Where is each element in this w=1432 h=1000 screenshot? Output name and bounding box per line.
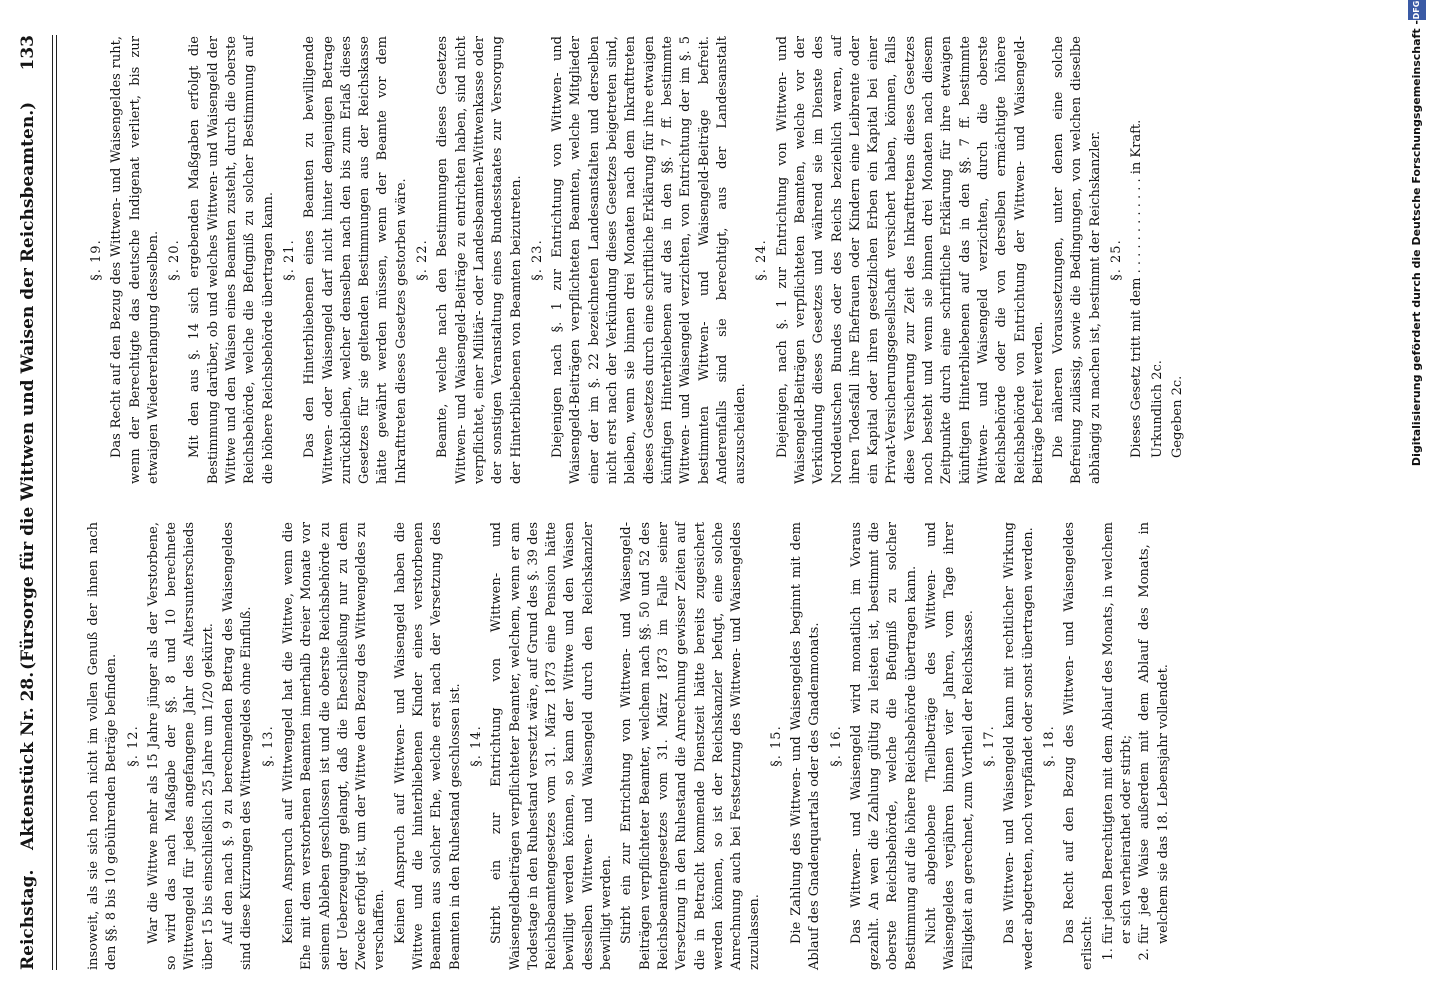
paragraph: Das Wittwen- und Waisengeld kann mit rechtlicher Wirkung weder abgetreten, noch verpfändet oder sonst übertragen werden. [1002,522,1036,970]
section-heading: §. 21. [281,239,297,281]
section-heading: §. 22. [415,239,431,281]
section-heading: §. 15. [768,725,784,767]
paragraph: Die näheren Voraussetzungen, unter denen eine solche Befreiung zulässig, sowie die Bedingungen, von welchen dieselbe abhängig zu machen ist, bestimmt der Reichskanzler. [1051,36,1103,484]
numbered-list [1100,522,1173,970]
paragraph: Keinen Anspruch auf Wittwengeld hat die Wittwe, wenn die Ehe mit dem verstorbenen Beamten innerhalb dreier Monate vor seinem Ableben geschlossen ist und die oberste Reichsbehörde zu der Ueberzeugung gelangt, daß die Eheschließung nur zu dem Zwecke erfolgt ist, um der Wittwe den Bezug des Wittwengeldes zu verschaffen. [280,522,388,970]
paragraph: Diejenigen nach §. 1 zur Entrichtung von Wittwen- und Waisengeld-Beiträgen verpflichteten Beamten, welche Mitglieder einer der im §. 22 bezeichneten Landesanstalten und derselben nicht erst nach der Verkündung dieses Gesetzes beigetreten sind, bleiben, wenn sie binnen drei Monaten nach dem Inkrafttreten dieses Gesetzes durch eine schriftliche Erklärung für ihre etwaigen künftigen Hinterbliebenen auf das in den §§. 7 ff. bestimmte Wittwen- und Waisengeld verzichten, von Entrichtung der im §. 5 bestimmten Wittwen- und Waisengeld-Beiträge befreit. Anderenfalls sind sie berechtigt, aus der Landesanstalt auszuscheiden. [550,36,749,484]
paragraph: Mit den aus §. 14 sich ergebenden Maßgaben erfolgt die Bestimmung darüber, ob und welches Wittwen- und Waisengeld der Wittwe und den Waisen eines Beamten zusteht, durch die oberste Reichsbehörde, welche die Befugniß zu solcher Bestimmung auf die höhere Reichsbehörde übertragen kann. [187,36,276,484]
header-rule [52,35,53,970]
paragraph: Die Zahlung des Wittwen- und Waisengeldes beginnt mit dem Ablauf des Gnadenquartals oder des Gnadenmonats. [788,522,823,970]
section-heading: §. 17. [981,725,997,767]
section-heading: §. 19. [89,239,104,281]
paragraph: Auf den nach §. 9 zu berechnenden Betrag des Waisengeldes sind diese Kürzungen des Wittwengeldes ohne Einfluß. [221,522,255,970]
header-document-number: Aktenstück Nr. 28. [18,671,38,850]
list-item: 2. für jede Waise außerdem mit dem Ablauf des Monats, in welchem sie das 18. Lebensjahr vollendet. [1136,522,1173,944]
running-header [14,35,54,970]
paragraph: Das den Hinterbliebenen eines Beamten zu bewilligende Wittwen- oder Waisengeld darf nicht hinter demjenigen Betrage zurückbleiben, welcher denselben nach den bis zum Erlaß dieses Gesetzes für sie geltenden Bestimmungen aus der Reichskasse hätte gewährt werden müssen, wenn der Beamte vor dem Inkrafttreten dieses Gesetzes gestorben wäre. [302,36,409,484]
left-column [85,522,1175,970]
paragraph: Nicht abgehobene Theilbeträge des Wittwen- und Waisengeldes verjähren binnen vier Jahren, vom Tage ihrer Fälligkeit an gerechnet, zum Vortheil der Reichskasse. [924,522,976,970]
dfg-logo: DFG [1408,0,1426,20]
digitization-credit [1408,0,1428,1000]
page-number: 133 [18,35,38,71]
section-heading: §. 14. [468,725,484,767]
header-title: (Fürsorge für die Wittwen und Waisen der Reichsbeamten.) [18,101,38,670]
list-item: 1. für jeden Berechtigten mit dem Ablauf des Monats, in welchem er sich verheirathet oder stirbt; [1100,522,1137,944]
paragraph: Das Recht auf den Bezug des Wittwen- und Waisengeldes ruht, wenn der Berechtigte das deutsche Indigenat verliert, bis zur etwaigen Wiedererlangung desselben. [109,36,161,484]
credit-text: Digitalisierung gefördert durch die Deutsche Forschungsgemeinschaft - [1410,20,1423,467]
paragraph: Das Recht auf den Bezug des Wittwen- und Waisengeldes erlischt: [1062,522,1096,970]
section-heading: §. 16. [828,725,844,767]
paragraph: Das Wittwen- und Waisengeld wird monatlich im Voraus gezahlt. An wen die Zahlung gültig zu leisten ist, bestimmt die oberste Reichsbehörde, welche die Befugniß zu solcher Bestimmung auf die höhere Reichsbehörde übertragen kann. [848,522,919,970]
paragraph: War die Wittwe mehr als 15 Jahre jünger als der Verstorbene, so wird das nach Maßgabe der §§. 8 und 10 berechnete Wittwengeld für jedes angefangene Jahr des Altersunterschieds über 15 bis einschließlich 25 Jahre um 1/20 gekürzt. [145,522,216,970]
paragraph: Dieses Gesetz tritt mit dem . . . . . . . . . . . . in Kraft. [1129,119,1145,458]
paragraph: insoweit, als sie sich noch nicht im vollen Genuß der ihnen nach den §§. 8 bis 10 gebührenden Beträge befinden. [86,522,120,970]
section-heading: §. 12. [125,725,141,767]
header-left: Reichstag. [18,869,38,970]
section-heading: §. 20. [167,239,183,281]
paragraph: Stirbt ein zur Entrichtung von Wittwen- und Waisengeld-Beiträgen verpflichteter Beamter, welchem nach §§. 50 und 52 des Reichsbeamtengesetzes vom 31. März 1873 im Falle seiner Versetzung in den Ruhestand die Anrechnung gewisser Zeiten auf die in Betracht kommende Dienstzeit hätte bereits zugesichert werden können, so ist der Reichskanzler befugt, eine solche Anrechnung auch bei Festsetzung des Wittwen- und Waisengeldes zuzulassen. [619,522,763,970]
section-heading: §. 13. [260,725,276,767]
closing-formula: Urkundlich 2c. [1149,360,1165,458]
section-heading: §. 18. [1041,725,1057,767]
paragraph: Beamte, welche nach den Bestimmungen dieses Gesetzes Wittwen- und Waisengeld-Beiträge zu entrichten haben, sind nicht verpflichtet, einer Militär- oder Landesbeamten-Wittwenkasse oder der sonstigen Veranstaltung eines Bundesstaates zur Versorgung der Hinterbliebenen von Beamten beizutreten. [435,36,524,484]
paragraph: Keinen Anspruch auf Wittwen- und Waisengeld haben die Wittwe und die hinterbliebenen Kinder eines verstorbenen Beamten aus solcher Ehe, welche erst nach der Versetzung des Beamten in den Ruhestand geschlossen ist. [392,522,463,970]
section-heading: §. 23. [529,239,545,281]
section-heading: §. 24. [754,239,770,281]
paragraph: Stirbt ein zur Entrichtung von Wittwen- und Waisengeldbeiträgen verpflichteter Beamter, welchem, wenn er am Todestage in den Ruhestand versetzt wäre, auf Grund des §. 39 des Reichsbeamtengesetzes vom 31. März 1873 eine Pension hätte bewilligt werden können, so kann der Wittwe und den Waisen desselben Wittwen- und Waisengeld durch den Reichskanzler bewilligt werden. [489,522,615,970]
closing-formula: Gegeben 2c. [1169,375,1185,458]
section-heading: §. 25. [1109,239,1125,281]
right-column [85,36,1189,484]
header-rule-second [56,35,57,970]
paragraph: Diejenigen, nach §. 1 zur Entrichtung von Wittwen- und Waisengeld-Beiträgen verpflichteten Beamten, welche vor der Verkündung dieses Gesetzes und während sie im Dienste des Norddeutschen Bundes oder des Reichs beziehlich waren, auf ihren Todesfall ihre Ehefrauen oder Kindern eine Leibrente oder ein Kapital oder ihren gesetzlichen Erben ein Kapital bei einer Privat-Versicherungsgesellschaft versichert haben, können, falls diese Versicherung zur Zeit des Inkrafttretens dieses Gesetzes noch besteht und wenn sie binnen drei Monaten nach diesem Zeitpunkte durch eine schriftliche Erklärung für ihre etwaigen künftigen Hinterbliebenen auf das in den §§. 7 ff. bestimmte Wittwen- und Waisengeld verzichten, durch die oberste Reichsbehörde oder die von derselben ermächtigte höhere Reichsbehörde von Entrichtung der Wittwen- und Waisengeld-Beiträge befreit werden. [774,36,1046,484]
